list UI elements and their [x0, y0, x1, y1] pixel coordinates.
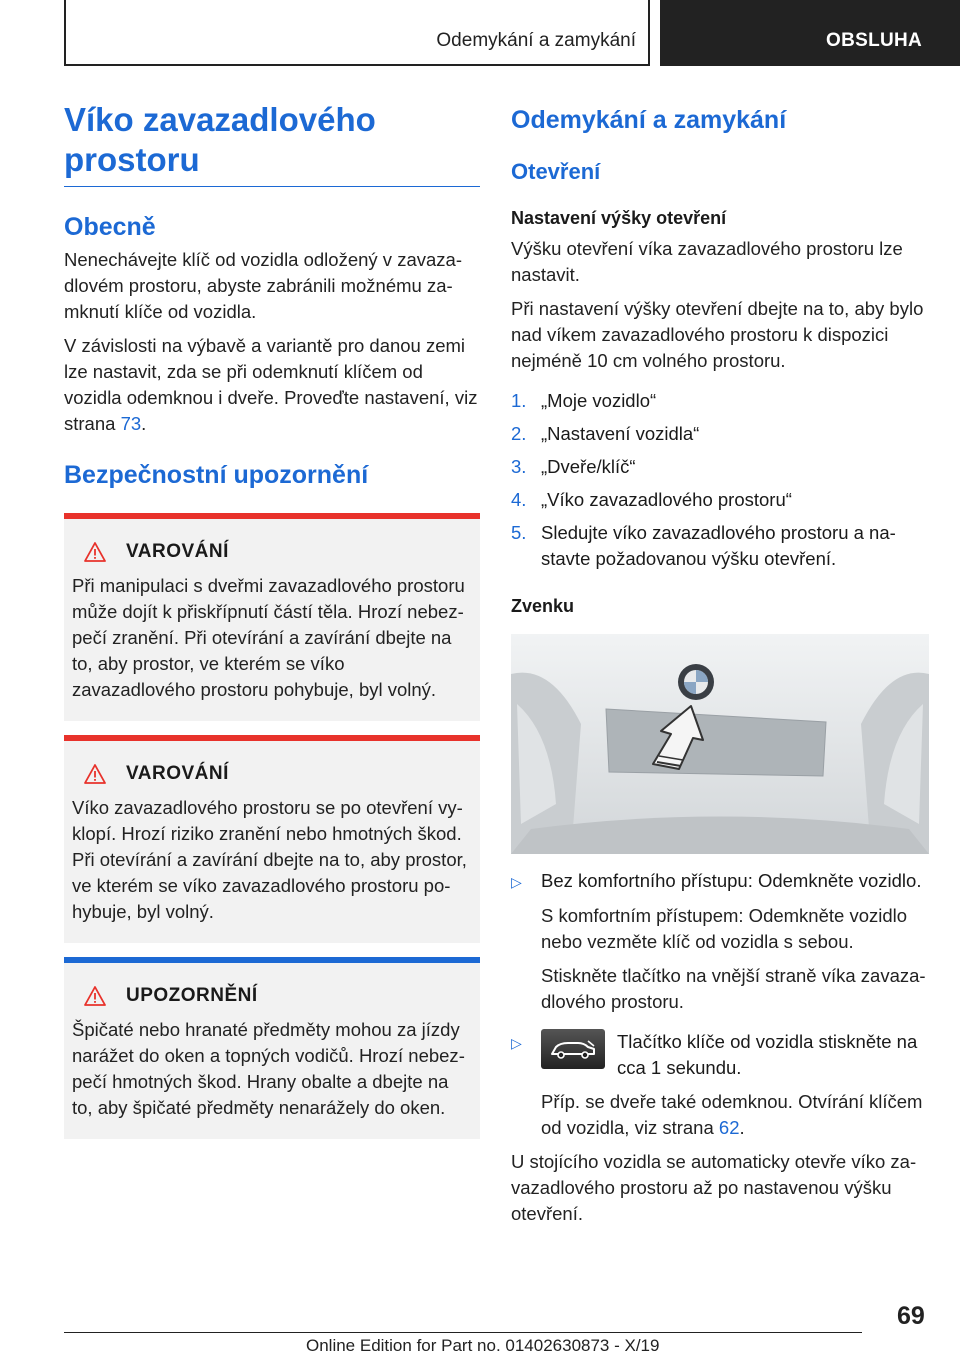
bullet-text: Bez komfortního přístupu: Odemkněte vozidlo.: [541, 870, 922, 891]
header-chapter-box: [660, 0, 960, 66]
bullet-subtext: Stiskněte tlačítko na vnější straně víka zavazadlového prostoru.: [541, 965, 926, 1012]
warning-label: VAROVÁNÍ: [126, 541, 229, 562]
bullet-item: [511, 868, 929, 895]
list-item: 4. „Víko zavazadlového prostoru“: [511, 489, 792, 510]
general-heading: Obecně: [64, 213, 156, 241]
header-section-box: [64, 0, 650, 66]
bullet-triangle-icon: ▷: [511, 1035, 522, 1051]
safety-heading: Bezpečnostní upozornění: [64, 461, 369, 489]
list-item: 2. „Nastavení vozidla“: [511, 423, 700, 444]
warning-triangle-icon: [84, 542, 106, 562]
right-column: [511, 100, 929, 1227]
car-trunk-icon: [548, 1037, 598, 1061]
general-paragraph-1: Nenechávejte klíč od vozidla odložený v zavazadlovém prostoru, abyste zabránili možnému zamknutí klíče od vozidla.: [64, 249, 462, 322]
final-paragraph: U stojícího vozidla se automaticky otevře víko zavazadlového prostoru až po nastavenou výšku otevření.: [511, 1151, 917, 1224]
bullet-subtext: S komfortním přístupem: Odemkněte vozidlo nebo vezměte klíč od vozidla s sebou.: [541, 905, 908, 952]
page-reference-link[interactable]: 62: [718, 1117, 740, 1138]
bullet-item: [511, 1029, 929, 1081]
warning-label: VAROVÁNÍ: [126, 763, 229, 784]
notice-label: UPOZORNĚNÍ: [126, 985, 258, 1006]
steps-list: [511, 388, 929, 572]
car-trunk-illustration: [511, 634, 929, 854]
notice-box: [64, 957, 480, 1139]
left-column: [64, 100, 480, 1139]
setting-paragraph-1: Výšku otevření víka zavazadlového prostoru lze nastavit.: [511, 238, 903, 285]
header-section-title: Odemykání a zamykání: [436, 30, 636, 51]
general-paragraph-2-end: .: [141, 413, 147, 434]
list-item: 5. Sledujte víko zavazadlového prostoru a nastavte požadovanou výšku otevření.: [511, 522, 896, 569]
page-number: 69: [897, 1302, 925, 1330]
bullet-subtext: Příp. se dveře také odemknou. Otvírání klíčem od vozidla, viz strana 62.: [541, 1091, 923, 1138]
notice-triangle-icon: [84, 986, 106, 1006]
header-chapter-title: OBSLUHA: [826, 30, 923, 51]
warning-triangle-icon: [84, 764, 106, 784]
list-item: 1. „Moje vozidlo“: [511, 390, 657, 411]
warning-text: Při manipulaci s dveřmi zavazadlového prostoru může dojít k přiskřípnutí částí těla. Hrozí nebezpečí zranění. Při otevírání a zavírání dbejte na to, aby prostor, ve kterém se víko zavazadlového prostoru pohybuje, byl volný.: [72, 575, 465, 700]
setting-heading: Nastavení výšky otevření: [511, 208, 727, 228]
bullet-text: Tlačítko klíče od vozidla stiskněte na cca 1 sekundu.: [617, 1031, 918, 1078]
general-paragraph-2: [64, 333, 480, 437]
subsection-heading: Otevření: [511, 159, 601, 184]
warning-text: Víko zavazadlového prostoru se po otevření vyklopí. Hrozí riziko zranění nebo hmotných škod. Při otevírání a zavírání dbejte na to, aby prostor, ve kterém se víko zavazadlového prostoru pohybuje, byl volný.: [72, 797, 467, 922]
warning-box-2: [64, 735, 480, 943]
general-paragraph-2-text: V závislosti na výbavě a variantě pro danou zemi lze nastavit, zda se při odemknutí klíčem od vozidla odemknou i dveře. Proveďte nastavení, viz strana: [64, 335, 478, 434]
page-reference-link[interactable]: 73: [120, 413, 142, 434]
list-item: 3. „Dveře/klíč“: [511, 456, 636, 477]
page-title-line2: prostoru: [64, 141, 200, 178]
warning-box-1: [64, 513, 480, 721]
setting-paragraph-2: Při nastavení výšky otevření dbejte na to, aby bylo nad víkem zavazadlového prostoru k dispozici nejméně 10 cm volného prostoru.: [511, 298, 924, 371]
trunk-lid-illustration: [511, 634, 929, 854]
footer-edition: Online Edition for Part no. 01402630873 - X/19: [306, 1336, 660, 1355]
bullet-triangle-icon: ▷: [511, 874, 522, 890]
footer-divider: [64, 1332, 862, 1333]
outside-heading: Zvenku: [511, 596, 575, 616]
page-title-line1: Víko zavazadlového: [64, 101, 376, 138]
section-heading: Odemykání a zamykání: [511, 106, 787, 134]
car-key-button-icon: [541, 1029, 605, 1069]
page-title: [64, 100, 480, 187]
notice-text: Špičaté nebo hranaté předměty mohou za jízdy narážet do oken a topných vodičů. Hrozí nebezpečí hmotných škod. Hrany obalte a dbejte na to, aby špičaté předměty nenarážely do oken.: [72, 1019, 465, 1118]
